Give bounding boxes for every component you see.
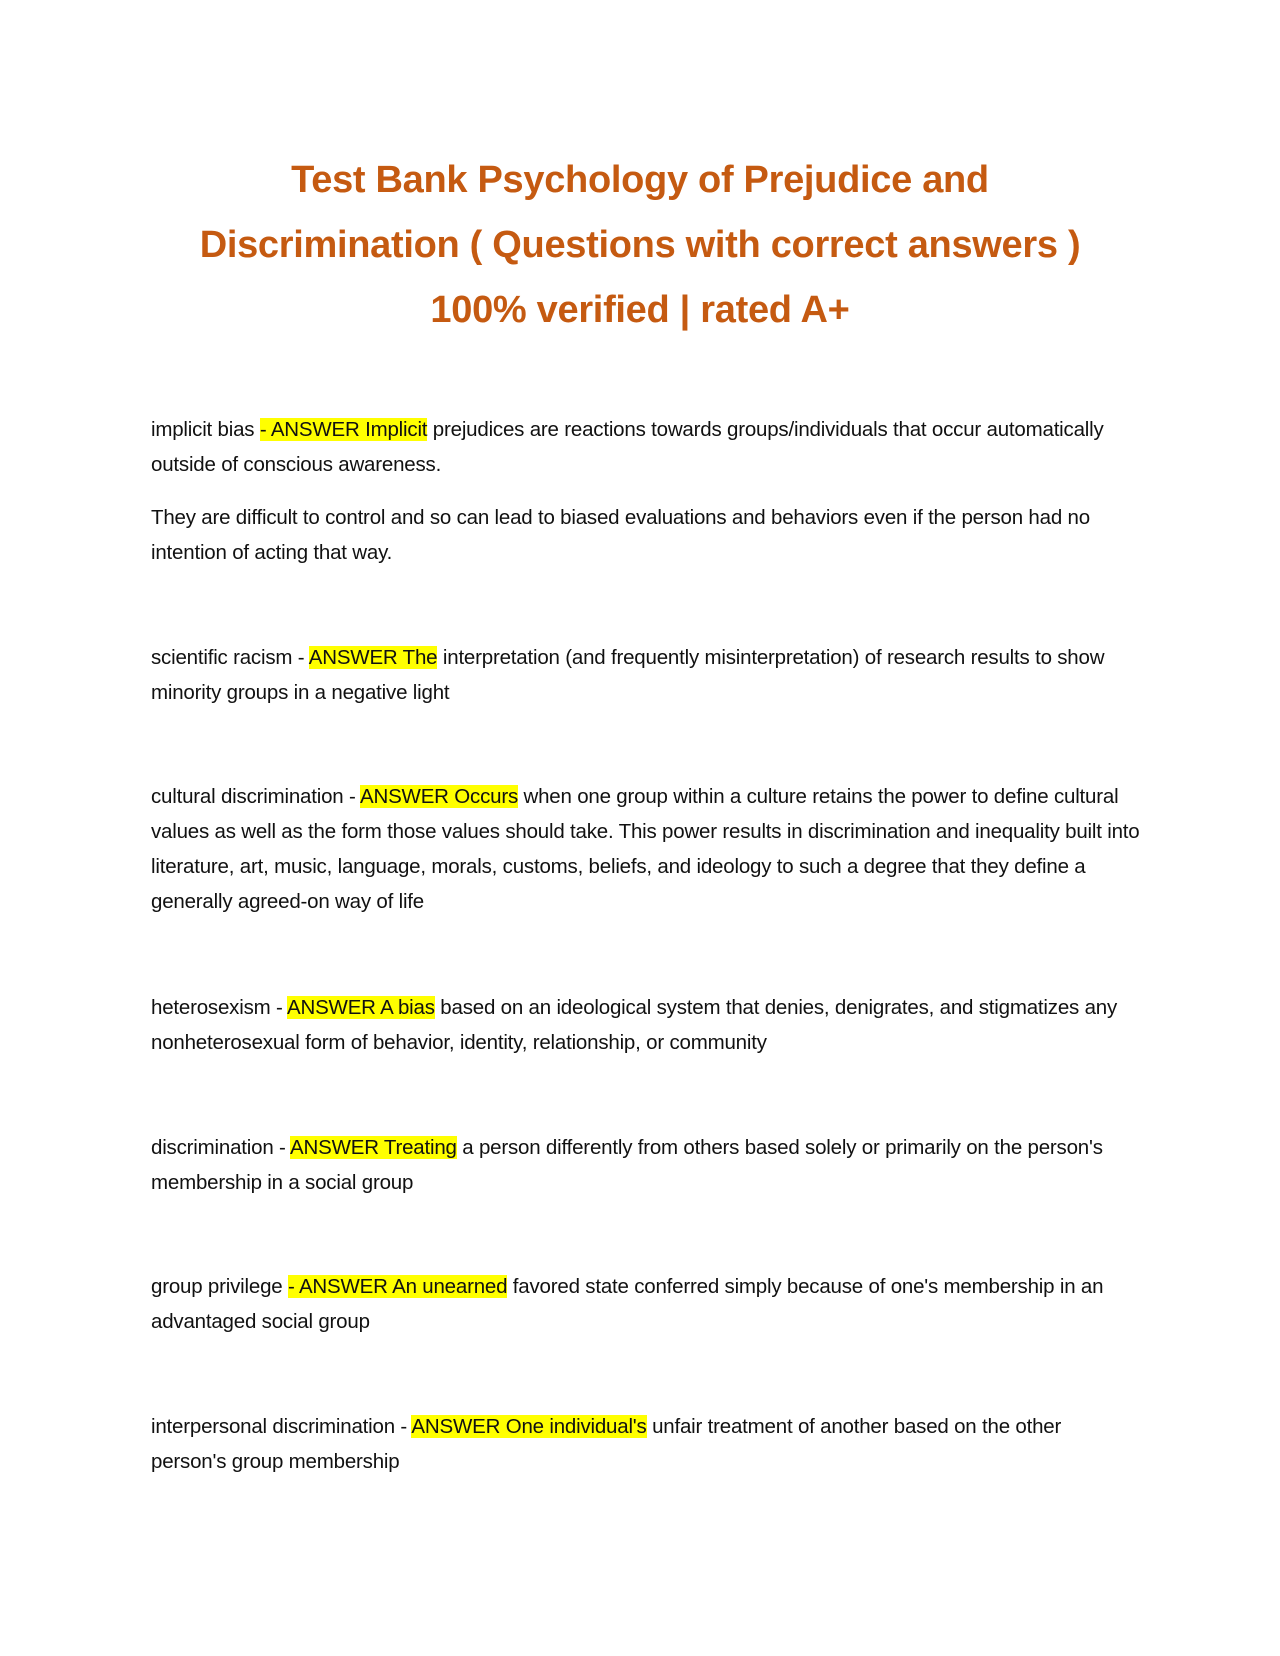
answer-highlight: ANSWER Treating [290,1136,457,1159]
answer-highlight: - ANSWER An unearned [287,1275,508,1298]
qa-paragraph [151,1269,1141,1339]
answer-text: when one group within a culture retains the power to define cultural values as well as the form those values should take. This power results in discrimination and inequality built into literature, art, music, language, morals, customs, beliefs, and ideology to such a degree that they define a generally agreed-on way of life [151,785,1140,913]
term: scientific racism - [151,646,309,669]
term: group privilege [151,1275,288,1298]
answer-highlight: ANSWER The [308,646,438,669]
answer-text: favored state conferred simply because of one's membership in an advantaged social group [151,1275,1104,1333]
answer-highlight: - ANSWER Implicit [259,418,428,441]
answer-highlight: ANSWER Occurs [360,785,518,808]
term: heterosexism - [151,996,287,1019]
qa-extra-paragraph: They are difficult to control and so can lead to biased evaluations and behaviors even if the person had no intention of acting that way. [151,506,1090,564]
title-line-1: Test Bank Psychology of Prejudice and [291,159,989,201]
qa-paragraph [151,1130,1141,1200]
qa-entry-scientific-racism [151,640,1141,710]
qa-entry-interpersonal-discrimination [151,1409,1141,1479]
qa-paragraph [151,779,1141,919]
term: interpersonal discrimination - [151,1415,412,1438]
qa-paragraph [151,412,1141,482]
qa-entry-heterosexism [151,990,1141,1060]
answer-text: based on an ideological system that denies, denigrates, and stigmatizes any nonheterosexual form of behavior, identity, relationship, or community [151,996,1118,1054]
term: implicit bias [151,418,260,441]
title-line-2: Discrimination ( Questions with correct answers ) [199,224,1081,266]
answer-text: prejudices are reactions towards groups/individuals that occur automatically outside of conscious awareness. [151,418,1104,476]
answer-highlight: ANSWER A bias [287,996,435,1019]
qa-entry-implicit-bias [151,412,1141,570]
answer-highlight: ANSWER One individual's [411,1415,647,1438]
qa-paragraph [151,640,1141,710]
answer-text: interpretation (and frequently misinterpretation) of research results to show minority groups in a negative light [151,646,1105,704]
qa-entry-discrimination [151,1130,1141,1200]
title-line-3: 100% verified | rated A+ [430,289,850,331]
answer-text: a person differently from others based solely or primarily on the person's membership in a social group [151,1136,1103,1194]
qa-entry-cultural-discrimination [151,779,1141,919]
qa-entry-group-privilege [151,1269,1141,1339]
term: discrimination - [151,1136,291,1159]
term: cultural discrimination - [151,785,360,808]
document-title [150,148,1130,343]
qa-paragraph [151,990,1141,1060]
qa-paragraph [151,1409,1141,1479]
answer-text: unfair treatment of another based on the other person's group membership [151,1415,1062,1473]
